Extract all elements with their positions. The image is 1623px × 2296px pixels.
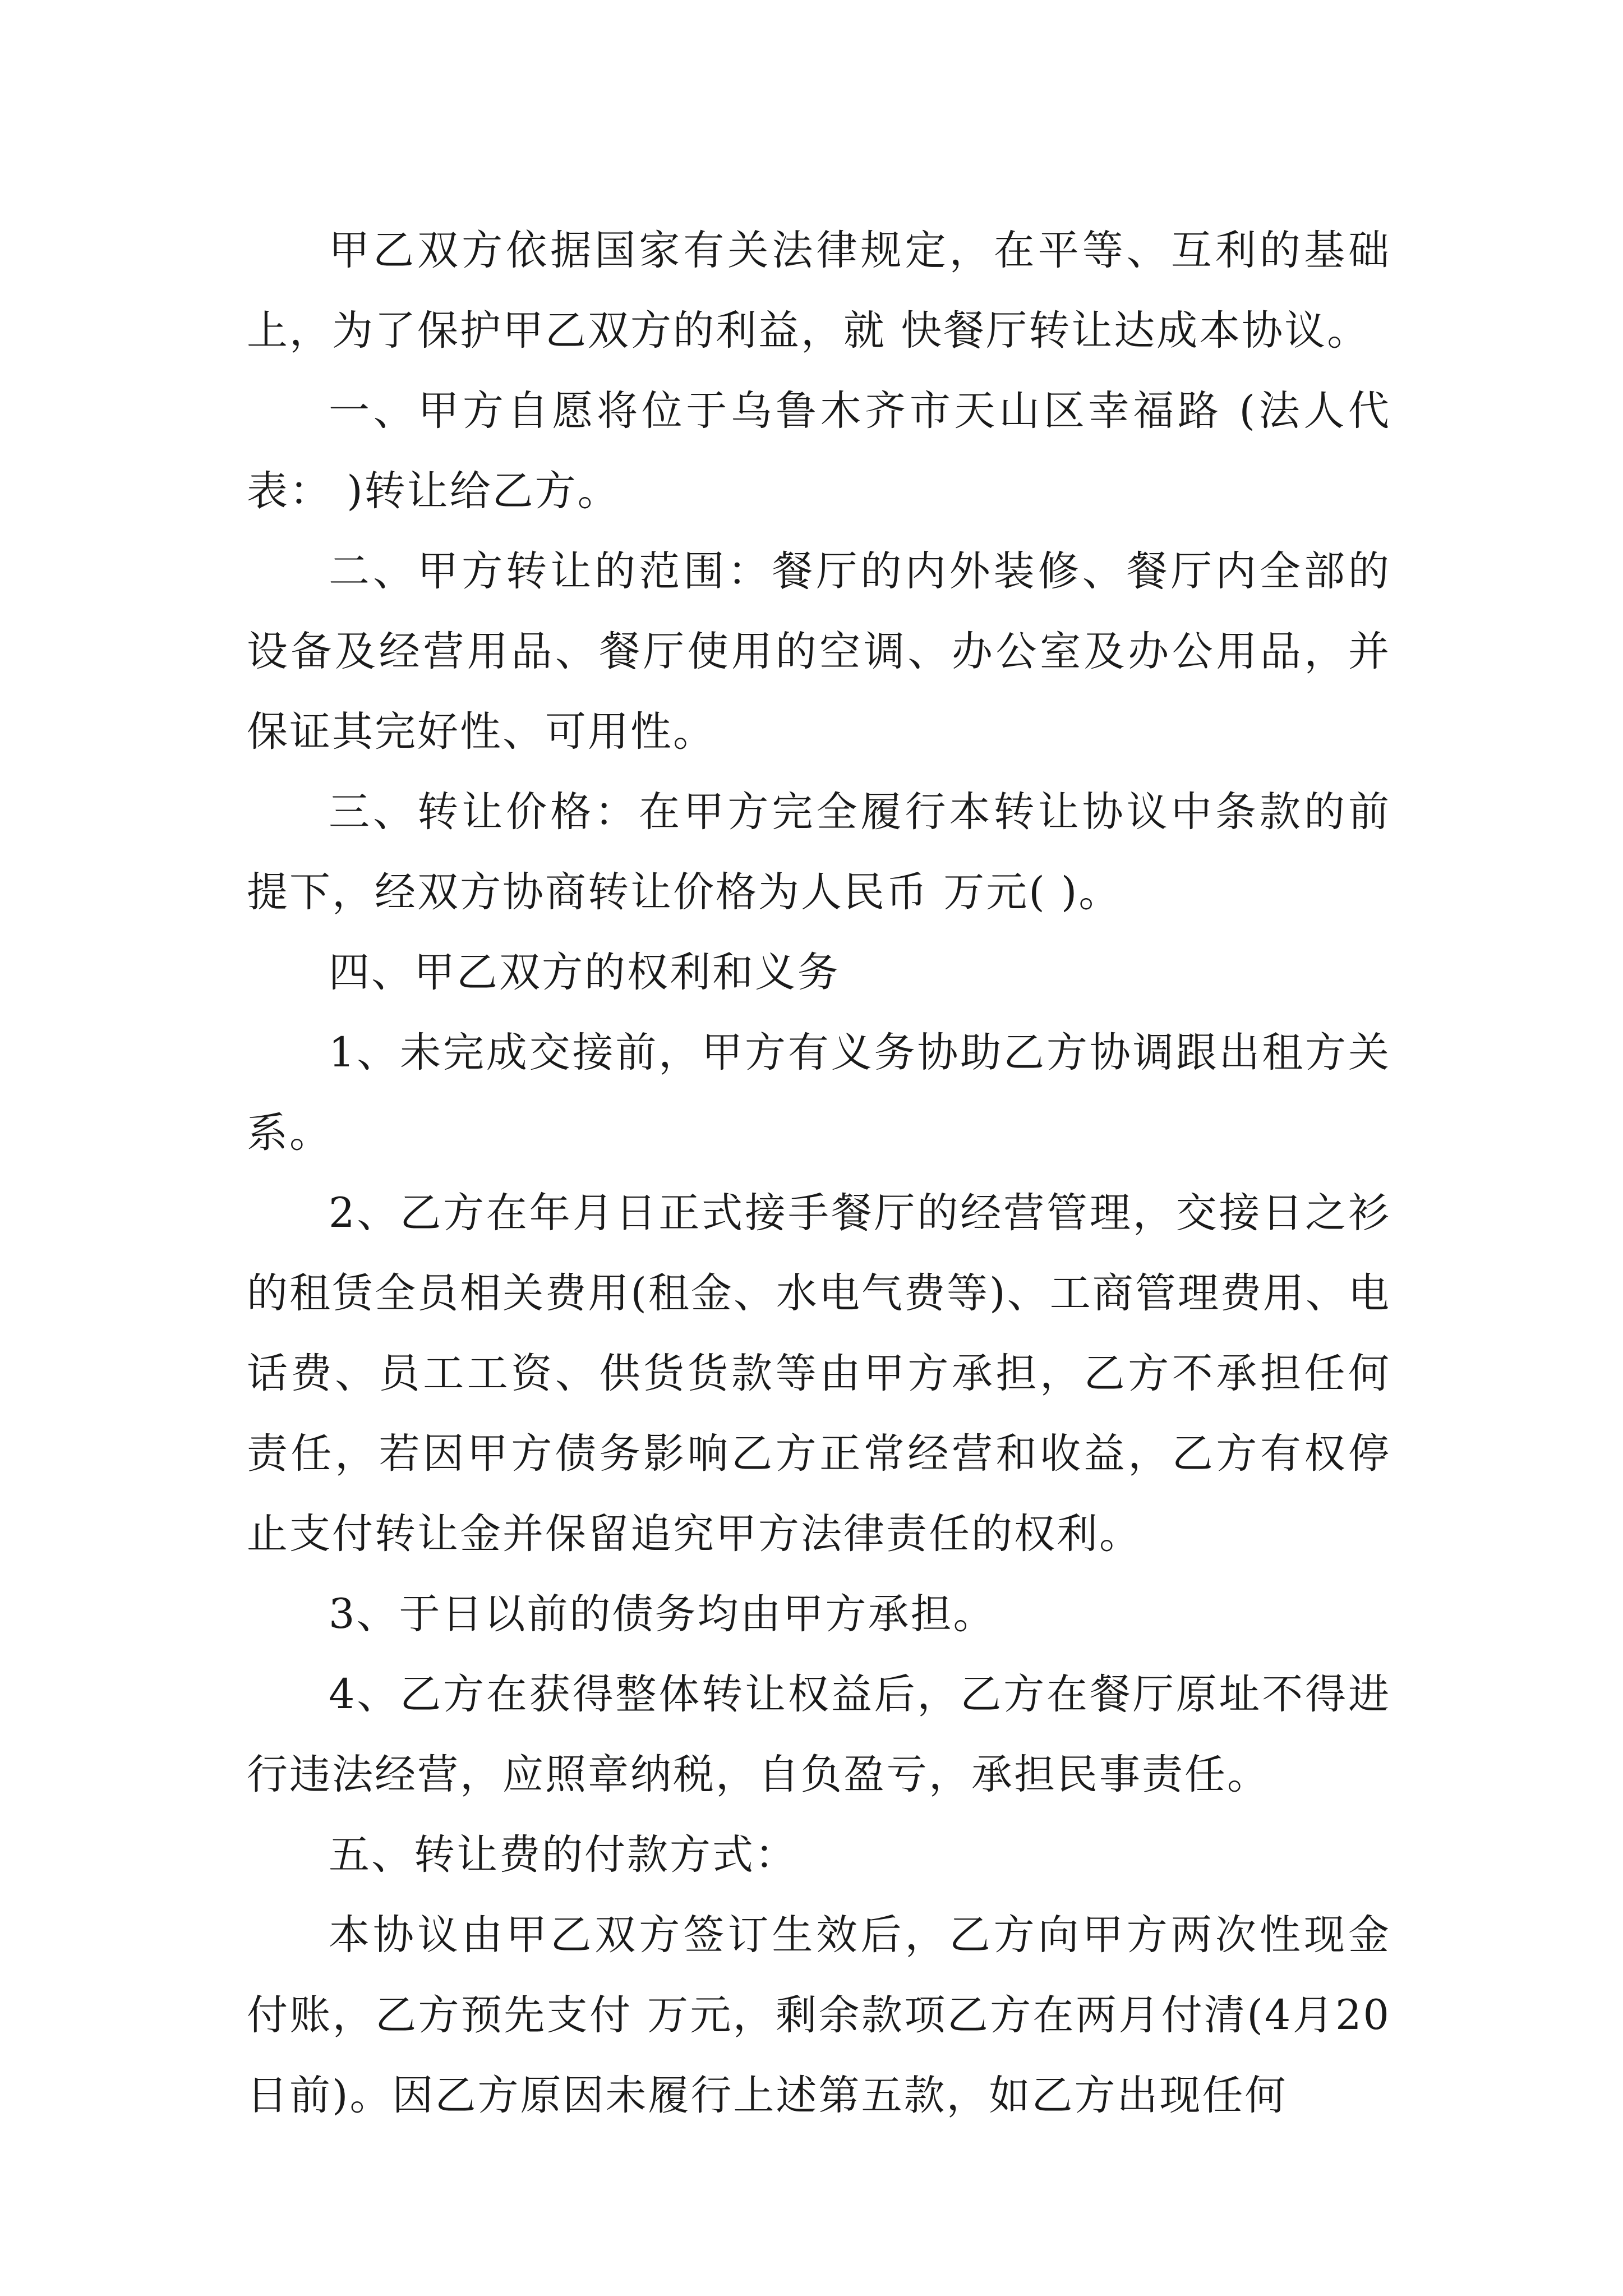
paragraph-clause-5-heading: 五、转让费的付款方式： [329, 1831, 797, 1879]
paragraph-preamble: 甲乙双方依据国家有关法律规定，在平等、互利的基础上，为了保护甲乙双方的利益，就 快餐厅转让达成本协议。 [247, 227, 1391, 355]
paragraph-clause-4-item-3: 3、于日以前的债务均由甲方承担。 [329, 1590, 996, 1638]
paragraph-clause-4-heading: 四、甲乙双方的权利和义务 [329, 949, 840, 996]
paragraph-clause-2: 二、甲方转让的范围：餐厅的内外装修、餐厅内全部的设备及经营用品、餐厅使用的空调、办公室及办公用品，并保证其完好性、可用性。 [247, 547, 1391, 756]
document-body [247, 210, 1391, 2136]
paragraph-clause-3: 三、转让价格：在甲方完全履行本转让协议中条款的前提下，经双方协商转让价格为人民币 万元( )。 [247, 788, 1391, 916]
paragraph-clause-4-item-1: 1、未完成交接前，甲方有义务协助乙方协调跟出租方关系。 [247, 1029, 1391, 1157]
paragraph-clause-4-item-4: 4、乙方在获得整体转让权益后，乙方在餐厅原址不得进行违法经营，应照章纳税，自负盈亏，承担民事责任。 [247, 1671, 1391, 1798]
paragraph-clause-5-body: 本协议由甲乙双方签订生效后，乙方向甲方两次性现金付账，乙方预先支付 万元，剩余款项乙方在两月付清(4月20日前)。因乙方原因未履行上述第五款，如乙方出现任何 [247, 1911, 1391, 2119]
paragraph-clause-1: 一、甲方自愿将位于乌鲁木齐市天山区幸福路 (法人代表： )转让给乙方。 [247, 387, 1391, 515]
paragraph-clause-4-item-2: 2、乙方在年月日正式接手餐厅的经营管理，交接日之衫的租赁全员相关费用(租金、水电气费等)、工商管理费用、电话费、员工工资、供货货款等由甲方承担，乙方不承担任何责任，若因甲方债务影响乙方正常经营和收益，乙方有权停止支付转让金并保留追究甲方法律责任的权利。 [247, 1189, 1391, 1558]
